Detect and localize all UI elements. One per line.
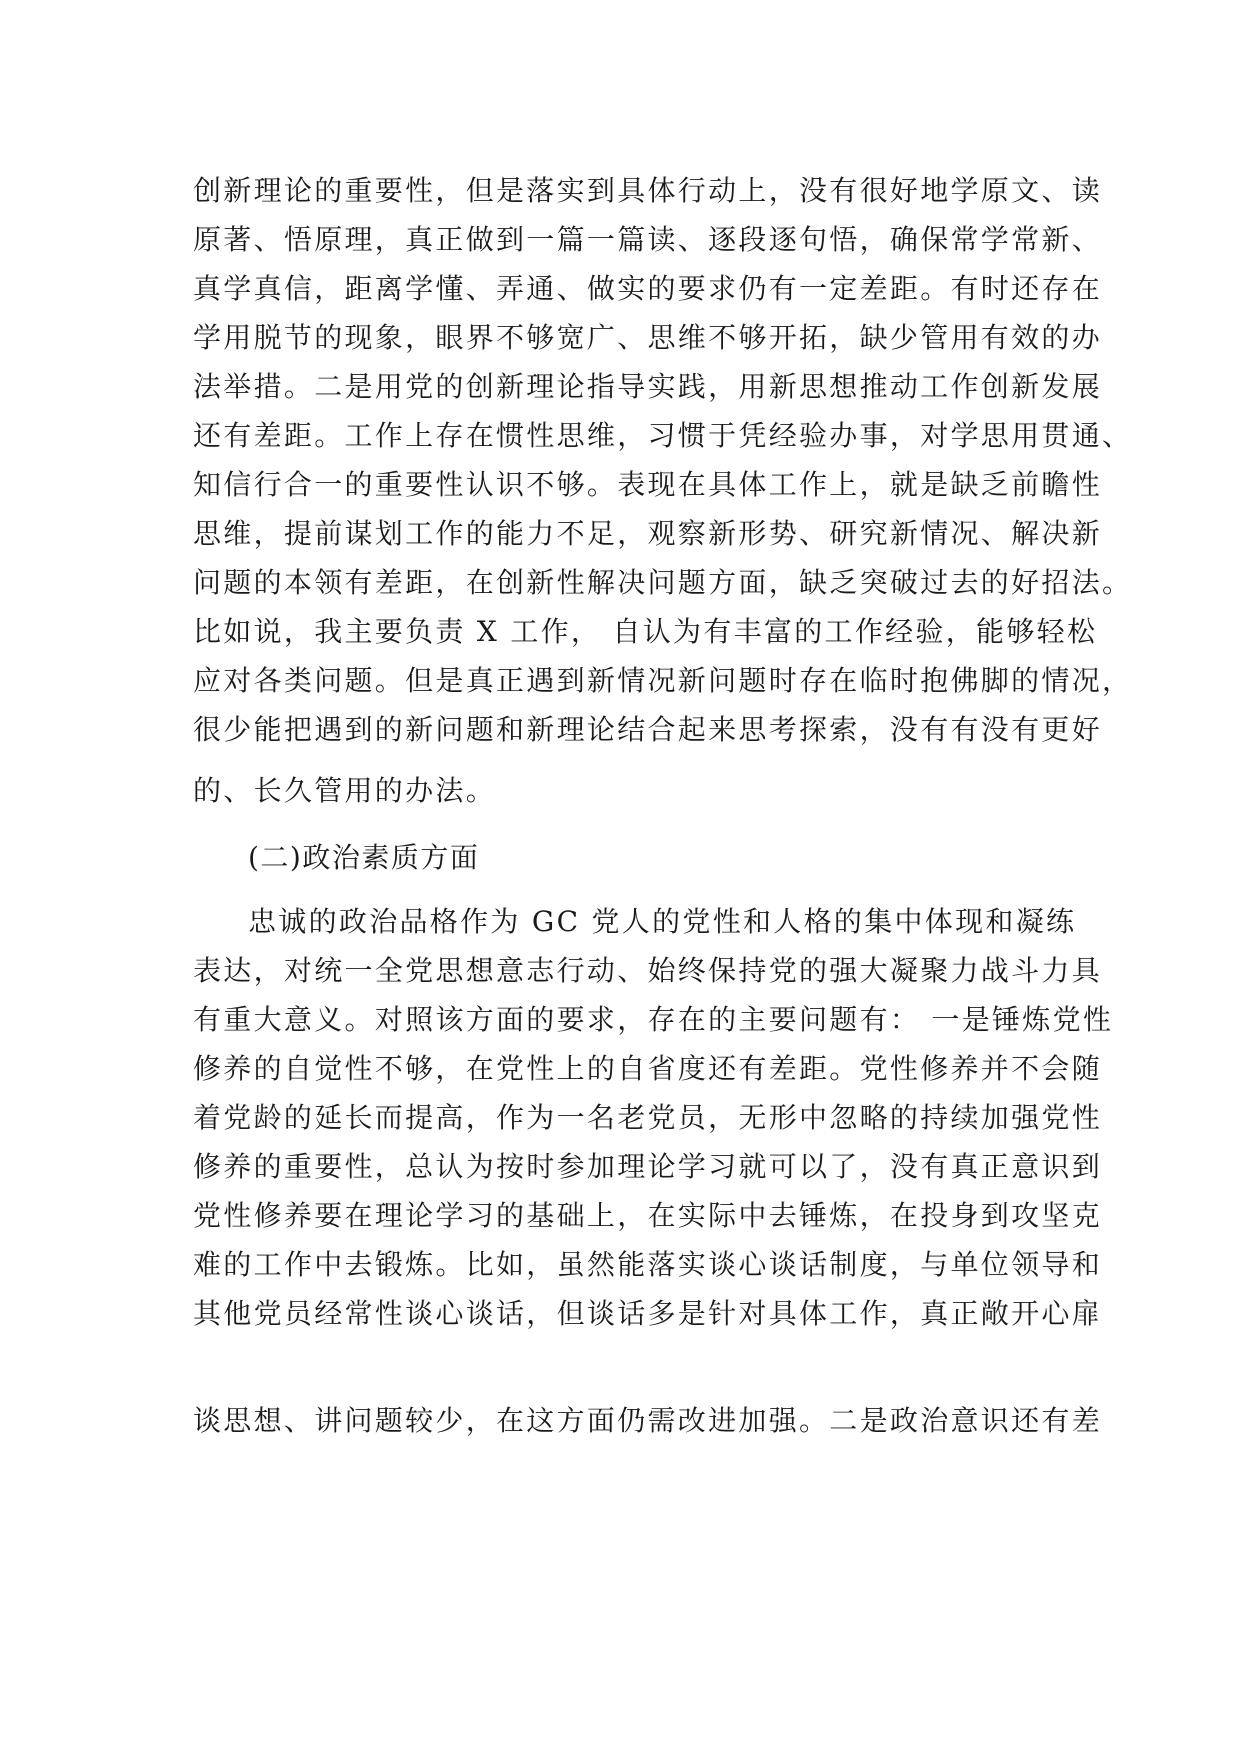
paragraph-line: 真学真信，距离学懂、弄通、做实的要求仍有一定差距。有时还存在 xyxy=(193,272,1103,305)
paragraph-line: 难的工作中去锻炼。比如，虽然能落实谈心谈话制度，与单位领导和 xyxy=(193,1248,1103,1281)
paragraph-line: 比如说，我主要负责 X 工作， 自认为有丰富的工作经验，能够轻松 xyxy=(193,615,1098,648)
paragraph-2-ending xyxy=(193,1396,1103,1445)
paragraph-line: 很少能把遇到的新问题和新理论结合起来思考探索，没有有没有更好 xyxy=(193,713,1103,746)
paragraph-2 xyxy=(193,897,1114,1338)
paragraph-line: 着党龄的延长而提高，作为一名老党员，无形中忽略的持续加强党性 xyxy=(193,1101,1103,1134)
section-heading: (二)政治素质方面 xyxy=(248,841,480,874)
paragraph-line-last: 的、长久管用的办法。 xyxy=(193,774,497,807)
paragraph-line: 学用脱节的现象，眼界不够宽广、思维不够开拓，缺少管用有效的办 xyxy=(193,321,1103,354)
paragraph-line: 法举措。二是用党的创新理论指导实践，用新思想推动工作创新发展 xyxy=(193,370,1103,403)
paragraph-line: 原著、悟原理，真正做到一篇一篇读、逐段逐句悟，确保常学常新、 xyxy=(193,223,1103,256)
paragraph-line: 表达，对统一全党思想意志行动、始终保持党的强大凝聚力战斗力具 xyxy=(193,954,1103,987)
paragraph-line: 谈思想、讲问题较少，在这方面仍需改进加强。二是政治意识还有差 xyxy=(193,1404,1103,1437)
paragraph-1-ending xyxy=(193,766,1051,815)
paragraph-line: 创新理论的重要性，但是落实到具体行动上，没有很好地学原文、读 xyxy=(193,174,1103,207)
paragraph-line: 党性修养要在理论学习的基础上，在实际中去锤炼，在投身到攻坚克 xyxy=(193,1199,1103,1232)
paragraph-line: 有重大意义。对照该方面的要求，存在的主要问题有： 一是锤炼党性 xyxy=(193,1003,1114,1036)
paragraph-line: 还有差距。工作上存在惯性思维，习惯于凭经验办事，对学思用贯通、 xyxy=(193,419,1133,452)
paragraph-line: 思维，提前谋划工作的能力不足，观察新形势、研究新情况、解决新 xyxy=(193,517,1103,550)
paragraph-line: 知信行合一的重要性认识不够。表现在具体工作上，就是缺乏前瞻性 xyxy=(193,468,1103,501)
paragraph-line-indented: 忠诚的政治品格作为 GC 党人的党性和人格的集中体现和凝练 xyxy=(248,905,1077,938)
paragraph-line: 应对各类问题。但是真正遇到新情况新问题时存在临时抱佛脚的情况， xyxy=(193,664,1133,697)
paragraph-line: 修养的自觉性不够，在党性上的自省度还有差距。党性修养并不会随 xyxy=(193,1052,1103,1085)
paragraph-line: 其他党员经常性谈心谈话，但谈话多是针对具体工作，真正敞开心扉 xyxy=(193,1297,1103,1330)
paragraph-line: 问题的本领有差距，在创新性解决问题方面，缺乏突破过去的好招法。 xyxy=(193,566,1133,599)
paragraph-line: 修养的重要性，总认为按时参加理论学习就可以了，没有真正意识到 xyxy=(193,1150,1103,1183)
paragraph-1 xyxy=(193,166,1133,754)
